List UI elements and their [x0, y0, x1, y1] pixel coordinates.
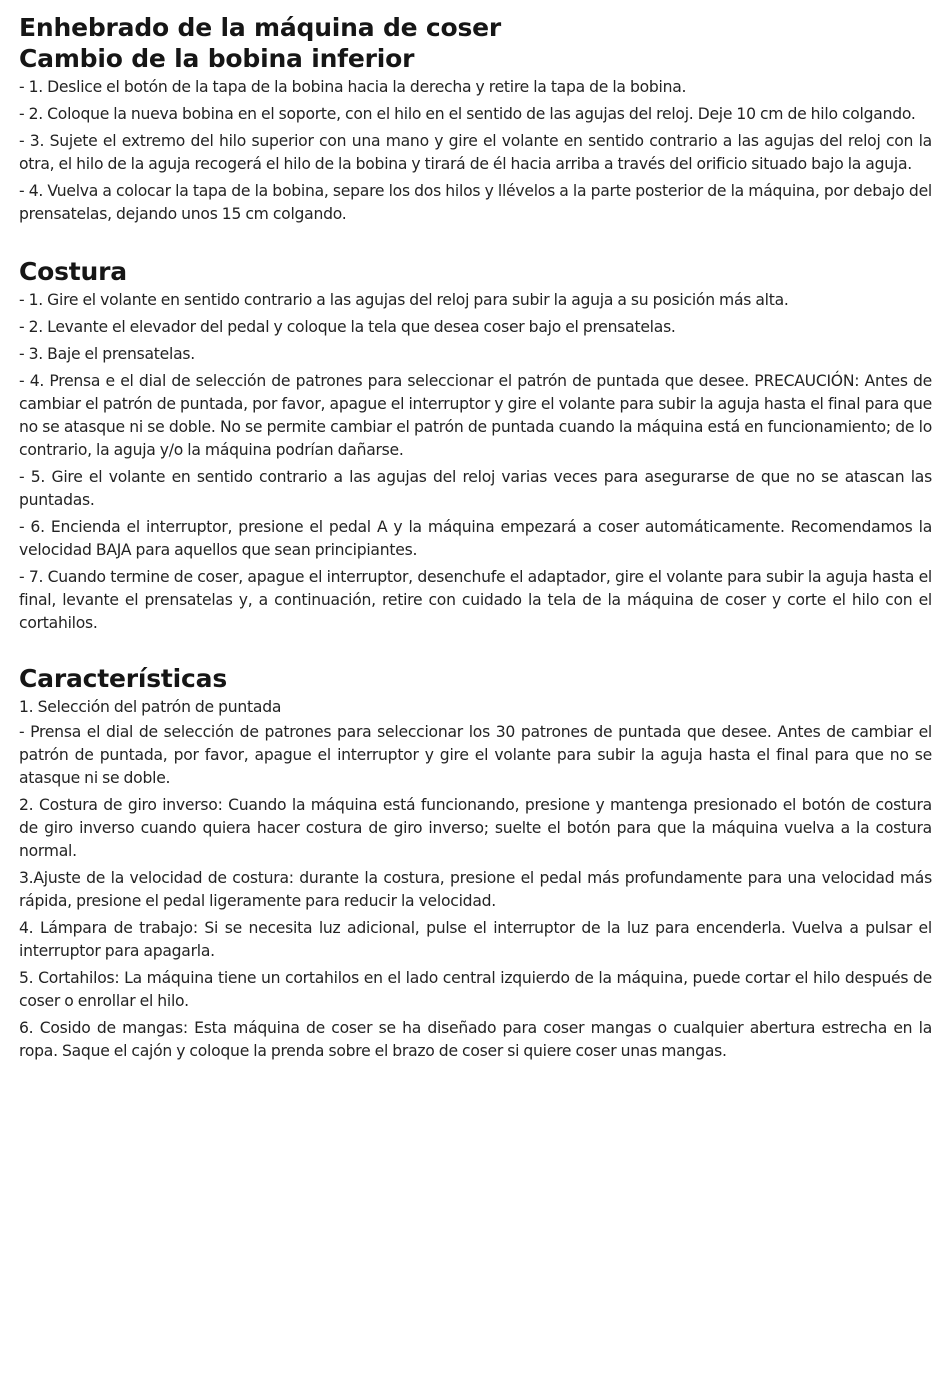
caracteristica-item-1-title: 1. Selección del patrón de puntada — [19, 698, 282, 716]
bobina-step-3: - 3. Sujete el extremo del hilo superior con una mano y gire el volante en sentido contrario a las agujas del reloj con la otra, el hilo de la aguja recogerá el hilo de la bobina y tirará de él hacia arriba a través del orificio situado bajo la aguja. — [19, 132, 932, 173]
section-heading-caracteristicas: Características — [19, 664, 228, 693]
costura-steps — [19, 289, 932, 635]
caracteristica-item-4: 4. Lámpara de trabajo: Si se necesita luz adicional, pulse el interruptor de la luz para encenderla. Vuelva a pulsar el interruptor para apagarla. — [19, 919, 932, 960]
caracteristica-item-6: 6. Cosido de mangas: Esta máquina de coser se ha diseñado para coser mangas o cualquier abertura estrecha en la ropa. Saque el cajón y coloque la prenda sobre el brazo de coser si quiere coser unas mangas. — [19, 1019, 932, 1060]
costura-step-4: - 4. Prensa e el dial de selección de patrones para seleccionar el patrón de puntada que desee. PRECAUCIÓN: Antes de cambiar el patrón de puntada, por favor, apague el interruptor y gire el volante para subir la aguja hasta el final para que no se atasque ni se doble. No se permite cambiar el patrón de puntada cuando la máquina está en funcionamiento; de lo contrario, la aguja y/o la máquina podrían dañarse. — [19, 372, 932, 459]
caracteristica-item-5: 5. Cortahilos: La máquina tiene un cortahilos en el lado central izquierdo de la máquina, puede cortar el hilo después de coser o enrollar el hilo. — [19, 969, 932, 1010]
bobina-step-1: - 1. Deslice el botón de la tapa de la bobina hacia la derecha y retire la tapa de la bobina. — [19, 78, 687, 96]
bobina-step-4: - 4. Vuelva a colocar la tapa de la bobina, separe los dos hilos y llévelos a la parte posterior de la máquina, por debajo del prensatelas, dejando unos 15 cm colgando. — [19, 182, 932, 223]
page-title: Enhebrado de la máquina de coser — [19, 13, 502, 42]
section-heading-costura: Costura — [19, 257, 127, 286]
costura-step-2: - 2. Levante el elevador del pedal y coloque la tela que desea coser bajo el prensatelas. — [19, 318, 676, 336]
costura-step-7: - 7. Cuando termine de coser, apague el interruptor, desenchufe el adaptador, gire el volante para subir la aguja hasta el final, levante el prensatelas y, a continuación, retire con cuidado la tela de la máquina de coser y corte el hilo con el cortahilos. — [19, 568, 932, 632]
section-heading-bobina: Cambio de la bobina inferior — [19, 44, 415, 73]
bobina-steps — [19, 76, 932, 226]
caracteristica-item-1-body: - Prensa el dial de selección de patrones para seleccionar los 30 patrones de puntada que desee. Antes de cambiar el patrón de puntada, por favor, apague el interruptor y gire el volante para subir la aguja hasta el final para que no se atasque ni se doble. — [19, 723, 932, 787]
document-page — [19, 12, 932, 1067]
caracteristicas-items — [19, 696, 932, 1063]
costura-step-6: - 6. Encienda el interruptor, presione el pedal A y la máquina empezará a coser automáticamente. Recomendamos la velocidad BAJA para aquellos que sean principiantes. — [19, 518, 932, 559]
costura-step-3: - 3. Baje el prensatelas. — [19, 345, 195, 363]
caracteristica-item-3: 3.Ajuste de la velocidad de costura: durante la costura, presione el pedal más profundamente para una velocidad más rápida, presione el pedal ligeramente para reducir la velocidad. — [19, 869, 932, 910]
costura-step-1: - 1. Gire el volante en sentido contrario a las agujas del reloj para subir la aguja a su posición más alta. — [19, 291, 789, 309]
costura-step-5: - 5. Gire el volante en sentido contrario a las agujas del reloj varias veces para asegurarse de que no se atascan las puntadas. — [19, 468, 932, 509]
bobina-step-2: - 2. Coloque la nueva bobina en el soporte, con el hilo en el sentido de las agujas del reloj. Deje 10 cm de hilo colgando. — [19, 105, 916, 123]
caracteristica-item-2: 2. Costura de giro inverso: Cuando la máquina está funcionando, presione y mantenga presionado el botón de costura de giro inverso cuando quiera hacer costura de giro inverso; suelte el botón para que la máquina vuelva a la costura normal. — [19, 796, 932, 860]
